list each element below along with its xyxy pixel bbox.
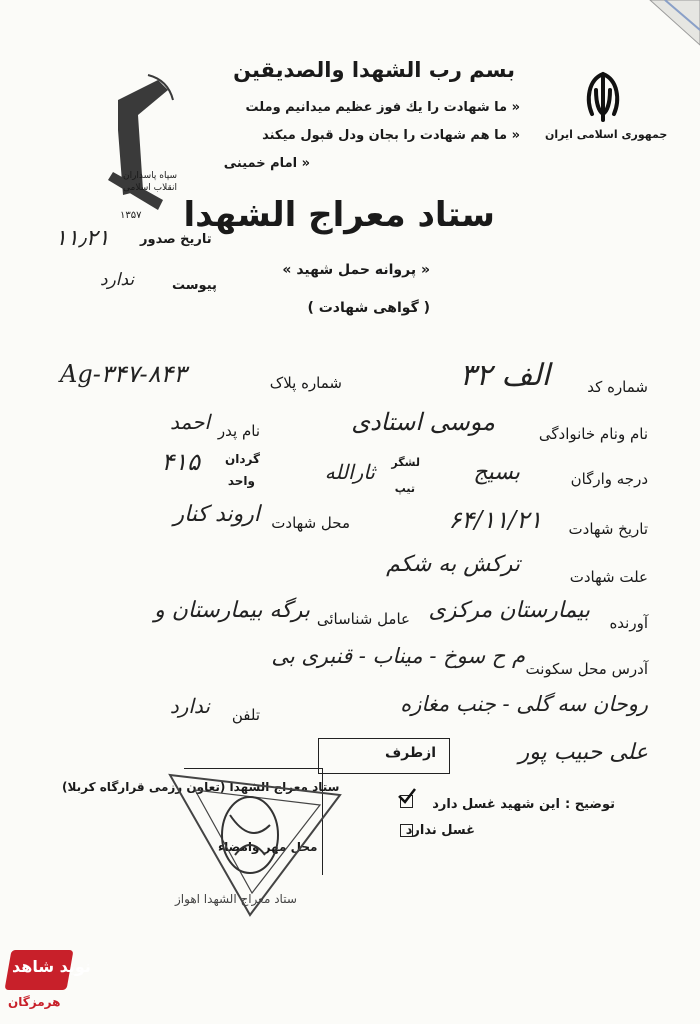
issue-date-label: تاریخ صدور	[140, 232, 212, 247]
ghusl-not-checkbox[interactable]	[400, 824, 413, 837]
irgc-emblem-icon	[88, 60, 188, 220]
code-label: شماره کد	[587, 378, 648, 396]
watermark-region: هرمزگان	[8, 995, 61, 1009]
phone-label: تلفن	[231, 706, 260, 724]
father-label: نام پدر	[217, 422, 260, 440]
address-label: آدرس محل سکونت	[525, 660, 648, 678]
permit-title: « پروانه حمل شهید »	[282, 262, 430, 278]
rank-value: بسیج	[473, 460, 520, 485]
folded-corner	[630, 0, 700, 60]
checkmark-icon	[396, 786, 418, 806]
seal-label: محل مهر وامضاء	[218, 840, 318, 854]
martyrdom-place-value: اروند کنار	[173, 502, 260, 527]
attachment-label: پیوست	[172, 278, 217, 293]
certificate-subtitle: ( گواهی شهادت )	[307, 300, 430, 316]
stamp-text: ستاد معراج الشهدا اهواز	[175, 892, 297, 906]
ghusl-has-label: این شهید غسل دارد	[432, 797, 560, 812]
rank-label: درجه وارگان	[570, 470, 648, 488]
martyrdom-place-label: محل شهادت	[271, 514, 350, 532]
address-value-2: روحان سه گلی - جنب مغازه	[400, 692, 648, 716]
unit-number: ۴۱۵	[161, 448, 200, 476]
from-value: علی حبیب پور	[518, 740, 648, 765]
address-value: م ح سوخ - میناب - قنبری بی	[271, 644, 525, 668]
martyrdom-date-label: تاریخ شهادت	[568, 520, 648, 538]
iri-label: جمهوری اسلامی ایران	[545, 128, 668, 141]
tip-label: تیپ	[394, 482, 415, 495]
issue-date-value: ۱۱٫۲۱	[55, 226, 110, 251]
iri-emblem-icon	[578, 70, 628, 128]
khomeini-quote-3: « امام خمینی	[223, 156, 310, 171]
bringer-value: بیمارستان مرکزی	[428, 598, 590, 623]
note-label: توضیح :	[565, 797, 615, 812]
gordan-label: گردان	[225, 452, 260, 466]
plate-label: شماره پلاک	[269, 374, 342, 392]
irgc-label: سپاه پاسداران انقلاب اسلامی	[122, 171, 178, 193]
vahed-label: واحد	[227, 474, 255, 488]
plate-value: Ag-۳۴۷-۸۴۳	[60, 360, 187, 388]
cause-label: علت شهادت	[569, 568, 648, 586]
name-label: نام ونام خانوادگی	[538, 425, 648, 443]
cause-value: ترکش به شکم	[386, 552, 520, 577]
main-title: ستاد معراج الشهدا	[183, 195, 495, 235]
watermark-logo-text: نوید شاهد	[12, 957, 91, 976]
irgc-year: ۱۳۵۷	[120, 210, 142, 221]
khomeini-quote-1: « ما شهادت را یك فوز عظیم میدانیم وملت	[245, 100, 520, 115]
staff-line: ستاد معراج الشهدا (تعاون رزمی قرارگاه کربلا)	[62, 780, 340, 794]
martyrdom-date-value: ۶۴/۱۱/۲۱	[448, 506, 542, 534]
attachment-value: ندارد	[100, 270, 135, 290]
lashkar-value: ثارالله	[324, 460, 375, 484]
code-value: الف ۳۲	[459, 358, 550, 393]
bismillah-line: بسم رب الشهدا والصدیقین	[233, 58, 515, 82]
lashkar-label: لشگر	[391, 456, 420, 469]
phone-value: ندارد	[169, 694, 210, 718]
identification-label: عامل شناسائی	[316, 610, 410, 628]
name-value: موسی استادی	[351, 408, 495, 436]
identification-value: برگه بیمارستان و	[154, 598, 310, 623]
ghusl-not-label: غسل ندارد	[405, 823, 475, 838]
bringer-label: آورنده	[609, 614, 648, 632]
khomeini-quote-2: « ما هم شهادت را بجان ودل قبول میكند	[262, 128, 520, 143]
from-label: ازطرف	[385, 745, 437, 761]
father-value: احمد	[170, 410, 210, 434]
